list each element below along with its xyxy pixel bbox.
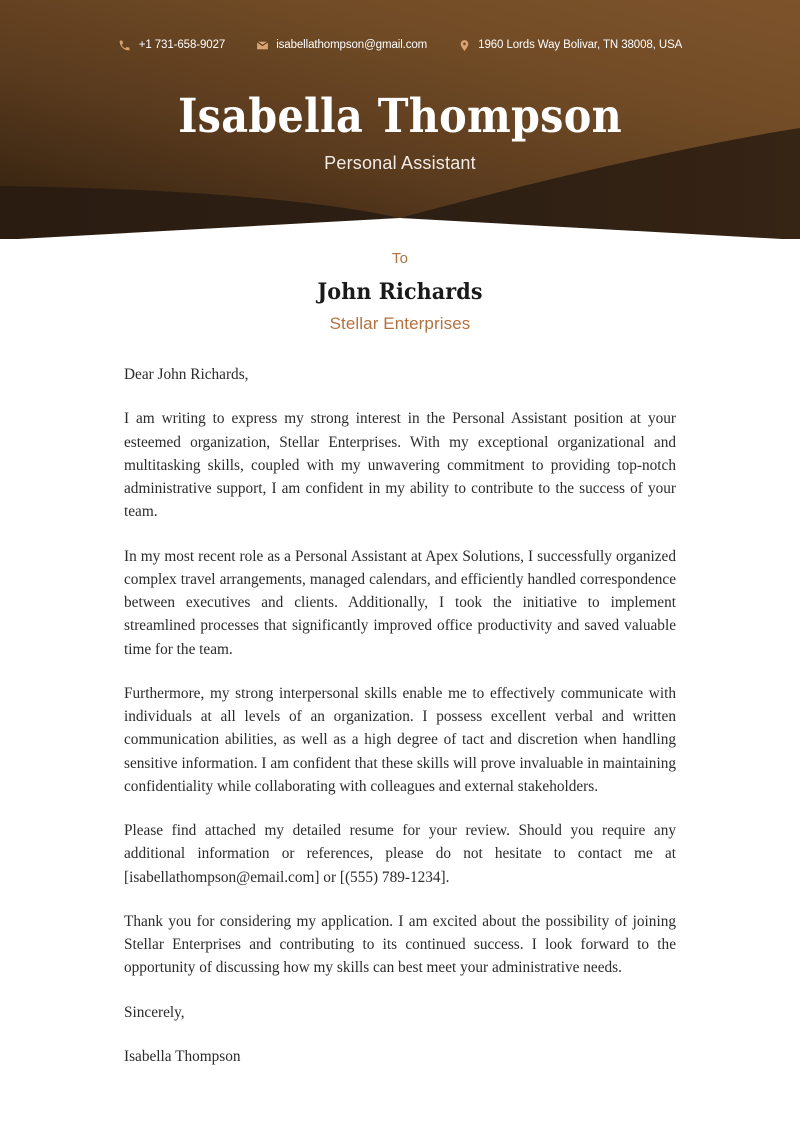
contact-address[interactable] (457, 38, 682, 52)
contact-phone[interactable] (118, 38, 225, 52)
letter-body (124, 334, 676, 1068)
contact-email[interactable] (255, 38, 427, 52)
envelope-icon (255, 38, 269, 52)
applicant-job-title: Personal Assistant (324, 153, 476, 174)
letter-paragraph: I am writing to express my strong interest in the Personal Assistant position at your esteemed organization, Stellar Enterprises. With my exceptional organizational and multitasking skills, coupled with my unwavering commitment to providing top-notch administrative support, I am confident in my ability to contribute to the success of your team. (124, 410, 676, 521)
applicant-name: Isabella Thompson (178, 89, 622, 144)
letter-header (0, 0, 800, 240)
phone-icon (118, 38, 132, 52)
contact-email-text: isabellathompson@gmail.com (276, 39, 428, 51)
signature-name: Isabella Thompson (124, 1047, 241, 1065)
recipient-block (0, 250, 800, 334)
contact-phone-text: +1 731-658-9027 (138, 39, 226, 51)
header-identity (0, 89, 800, 174)
to-label: To (391, 250, 409, 267)
recipient-company: Stellar Enterprises (329, 314, 471, 333)
recipient-name: John Richards (317, 279, 483, 305)
letter-paragraph: Furthermore, my strong interpersonal skills enable me to effectively communicate with individuals at all levels of an organization. I possess excellent verbal and written communication abilities, as well as a high degree of tact and discretion when handling sensitive information. I am confident that these skills will prove invaluable in maintaining confidentiality while collaborating with colleagues and external stakeholders. (124, 684, 676, 795)
letter-paragraph: Please find attached my detailed resume for your review. Should you require any additional information or references, please do not hesitate to contact me at [isabellathompson@email.com] or [(555) 789-1234]. (124, 822, 676, 886)
contact-info-row (0, 38, 800, 52)
contact-address-text: 1960 Lords Way Bolivar, TN 38008, USA (478, 39, 683, 51)
letter-paragraph: In my most recent role as a Personal Assistant at Apex Solutions, I successfully organized complex travel arrangements, managed calendars, and efficiently handled correspondence between executives and clients. Additionally, I took the initiative to implement streamlined processes that significantly improved office productivity and saved valuable time for the team. (124, 547, 676, 658)
location-pin-icon (457, 38, 471, 52)
letter-paragraph: Thank you for considering my application. I am excited about the possibility of joining Stellar Enterprises and contributing to its continued success. I look forward to the opportunity of discussing how my skills can best meet your administrative needs. (124, 912, 676, 977)
salutation: Dear John Richards, (124, 366, 249, 383)
closing-salutation: Sincerely, (124, 1003, 185, 1021)
